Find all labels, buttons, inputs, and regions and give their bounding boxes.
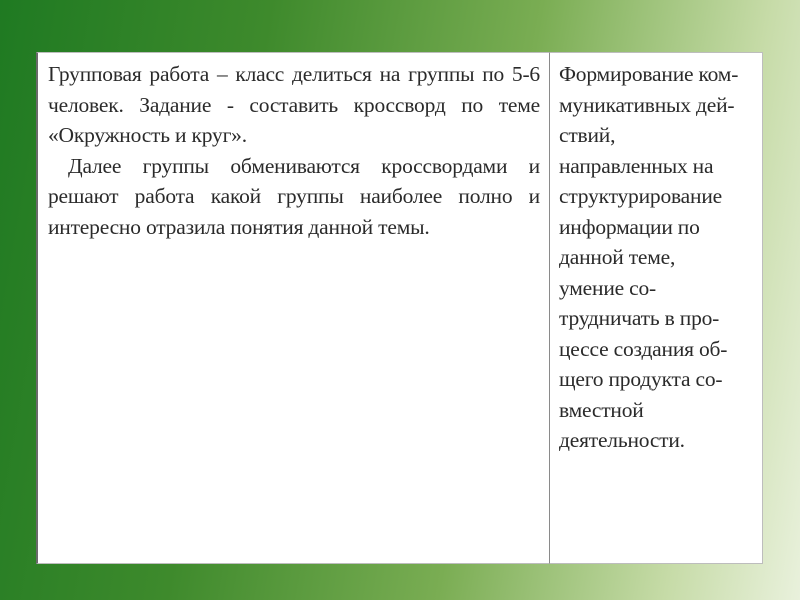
skills-line: вместной — [559, 397, 644, 422]
skills-line: деятельности. — [559, 428, 685, 452]
activity-paragraph-1: Групповая работа – класс делиться на группы по 5-6 человек. Задание - составить кроссворд по теме «Окружность и круг». — [48, 62, 540, 147]
skills-line: информации по — [559, 214, 700, 239]
skills-line: структурирование — [559, 184, 722, 208]
skills-line: умение со- — [559, 275, 656, 300]
skills-line: направленных на — [559, 153, 714, 178]
skills-line: Формирование ком- — [559, 62, 739, 86]
content-table — [36, 52, 763, 564]
skills-line: трудничать в про- — [559, 306, 720, 330]
skills-line: цессе создания об- — [559, 336, 728, 361]
skills-cell — [549, 52, 763, 564]
skills-line: данной теме, — [559, 245, 676, 269]
skills-line: щего продукта со- — [559, 367, 723, 391]
skills-line: ствий, — [559, 123, 616, 147]
activity-cell — [36, 52, 549, 564]
activity-paragraph-2: Далее группы обмениваются кроссвордами и решают работа какой группы наиболее полно и интересно отразила понятия данной темы. — [48, 153, 540, 239]
skills-line: муникативных дей- — [559, 92, 735, 117]
